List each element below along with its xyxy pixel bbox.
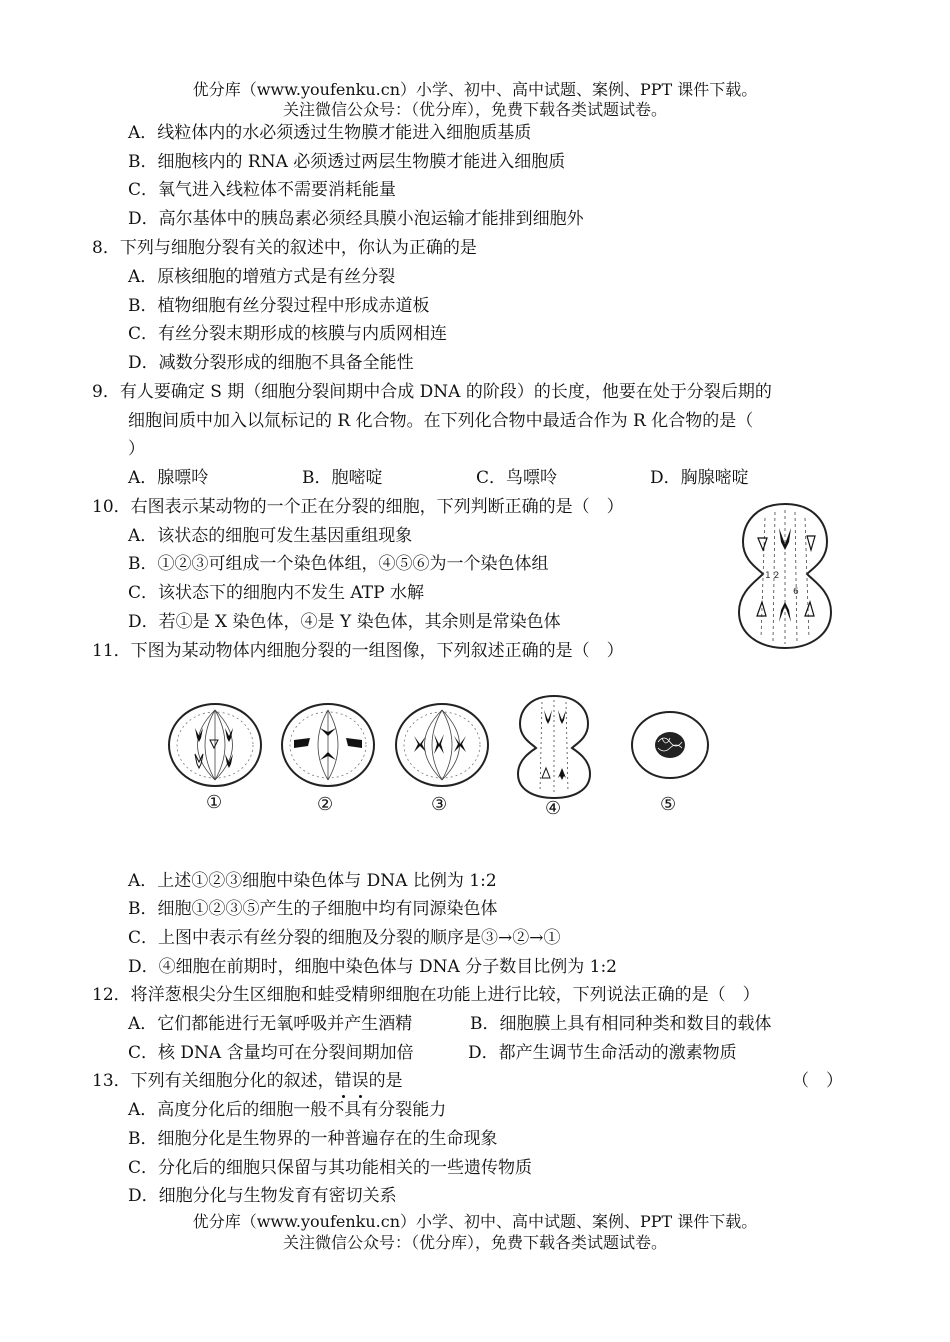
q8-option-d: D．减数分裂形成的细胞不具备全能性	[128, 353, 414, 373]
q11-stem: 11．下图为某动物体内细胞分裂的一组图像，下列叙述正确的是（ ）	[92, 641, 624, 661]
q11-label-4: ④	[545, 798, 562, 819]
q11-label-3: ③	[431, 794, 448, 815]
q12-option-c: C．核 DNA 含量均可在分裂间期加倍	[128, 1043, 414, 1063]
q9-option-d: D．胸腺嘧啶	[650, 468, 749, 488]
q11-option-c: C．上图中表示有丝分裂的细胞及分裂的顺序是③→②→①	[128, 928, 561, 948]
q12-option-b: B．细胞膜上具有相同种类和数目的载体	[470, 1014, 772, 1034]
q13-option-b: B．细胞分化是生物界的一种普遍存在的生命现象	[128, 1129, 498, 1149]
q9-option-a: A．腺嘌呤	[128, 468, 209, 488]
q9-option-c: C．鸟嘌呤	[476, 468, 558, 488]
q7-option-a: A．线粒体内的水必须透过生物膜才能进入细胞质基质	[128, 123, 532, 143]
q8-option-b: B．植物细胞有丝分裂过程中形成赤道板	[128, 296, 430, 316]
q10-option-d: D．若①是 X 染色体，④是 Y 染色体，其余则是常染色体	[128, 612, 561, 632]
q13-answer-paren: （ ）	[792, 1071, 843, 1091]
q11-label-2: ②	[317, 794, 334, 815]
q11-cell-4	[514, 692, 594, 802]
q8-option-a: A．原核细胞的增殖方式是有丝分裂	[128, 267, 396, 287]
footer-line-1: 优分库（www.youfenku.cn）小学、初中、高中试题、案例、PPT 课件下载。	[192, 1212, 758, 1231]
q13-option-c: C．分化后的细胞只保留与其功能相关的一些遗传物质	[128, 1158, 533, 1178]
q13-option-a: A．高度分化后的细胞一般不具有分裂能力	[128, 1100, 447, 1120]
q9-stem-1: 9．有人要确定 S 期（细胞分裂间期中合成 DNA 的阶段）的长度，他要在处于分裂后期的	[92, 382, 772, 402]
footer-line-2: 关注微信公众号：（优分库），免费下载各类试题试卷。	[282, 1233, 667, 1252]
svg-text:6: 6	[793, 587, 799, 597]
q10-cell-figure	[735, 498, 835, 653]
q7-option-c: C．氧气进入线粒体不需要消耗能量	[128, 180, 397, 200]
q11-label-5: ⑤	[660, 794, 677, 815]
header-line-1: 优分库（www.youfenku.cn）小学、初中、高中试题、案例、PPT 课件下载。	[192, 80, 758, 99]
q11-cell-5	[628, 708, 712, 782]
q8-option-c: C．有丝分裂末期形成的核膜与内质网相连	[128, 324, 448, 344]
q9-option-b: B．胞嘧啶	[302, 468, 383, 488]
q9-stem-3: ）	[128, 439, 145, 459]
q10-option-c: C．该状态下的细胞内不发生 ATP 水解	[128, 583, 424, 603]
q13-emphasis-1: 错	[334, 1071, 352, 1091]
q11-option-a: A．上述①②③细胞中染色体与 DNA 比例为 1:2	[128, 871, 497, 891]
q9-stem-2: 细胞间质中加入以氚标记的 R 化合物。在下列化合物中最适合作为 R 化合物的是（	[128, 411, 754, 431]
q12-option-d: D．都产生调节生命活动的激素物质	[468, 1043, 737, 1063]
q13-stem	[92, 1069, 403, 1093]
q12-option-a: A．它们都能进行无氧呼吸并产生酒精	[128, 1014, 413, 1034]
header-line-2: 关注微信公众号：（优分库），免费下载各类试题试卷。	[282, 100, 667, 119]
q11-cell-2	[278, 700, 378, 790]
q10-stem: 10．右图表示某动物的一个正在分裂的细胞，下列判断正确的是（ ）	[92, 497, 624, 517]
q7-option-b: B．细胞核内的 RNA 必须透过两层生物膜才能进入细胞质	[128, 152, 566, 172]
q11-label-1: ①	[206, 792, 223, 813]
q10-option-b: B．①②③可组成一个染色体组，④⑤⑥为一个染色体组	[128, 554, 549, 574]
q7-option-d: D．高尔基体中的胰岛素必须经具膜小泡运输才能排到细胞外	[128, 209, 584, 229]
q8-stem: 8．下列与细胞分裂有关的叙述中，你认为正确的是	[92, 238, 477, 258]
q11-cell-3	[392, 700, 492, 790]
q10-option-a: A．该状态的细胞可发生基因重组现象	[128, 526, 413, 546]
q13-stem-post: 的是	[368, 1071, 403, 1091]
q13-emphasis-2: 误	[351, 1071, 369, 1091]
q13-option-d: D．细胞分化与生物发育有密切关系	[128, 1186, 397, 1206]
q13-stem-pre: 13．下列有关细胞分化的叙述，	[92, 1071, 335, 1091]
q11-cell-1	[165, 700, 265, 790]
q12-stem: 12．将洋葱根尖分生区细胞和蛙受精卵细胞在功能上进行比较，下列说法正确的是（ ）	[92, 985, 760, 1005]
svg-text:1 2: 1 2	[765, 571, 780, 581]
q11-option-b: B．细胞①②③⑤产生的子细胞中均有同源染色体	[128, 899, 498, 919]
q11-option-d: D．④细胞在前期时，细胞中染色体与 DNA 分子数目比例为 1:2	[128, 957, 617, 977]
